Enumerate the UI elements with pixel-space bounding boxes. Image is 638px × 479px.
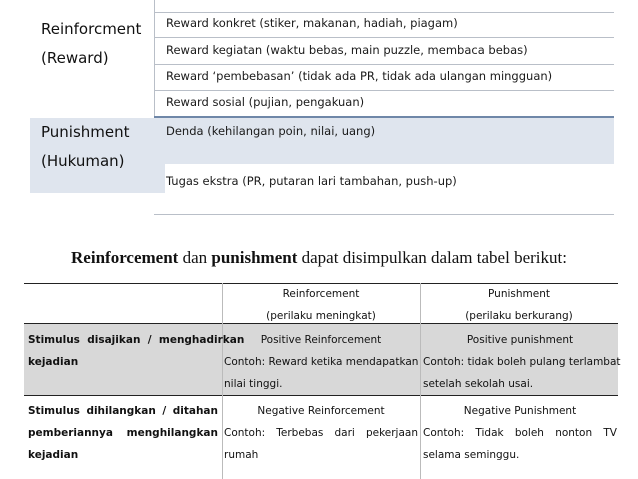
- word: pekerjaan: [365, 427, 418, 439]
- word: Stimulus: [28, 405, 80, 417]
- category-subtitle: (Reward): [41, 49, 109, 67]
- negative-punishment-cell: [423, 400, 617, 466]
- cell-title: Negative Punishment: [463, 405, 577, 417]
- table-rule: [154, 214, 614, 215]
- table-rule: [154, 90, 614, 91]
- word: nonton: [555, 427, 593, 439]
- positive-reinforcement-cell: [224, 329, 418, 395]
- cell-line: [224, 422, 418, 444]
- reinforcement-category: [41, 20, 141, 67]
- table-rule: [24, 395, 618, 396]
- cell-title: Positive Reinforcement: [260, 334, 382, 346]
- word: menghilangkan: [126, 427, 218, 439]
- cell-line: Contoh: Reward ketika mendapatkan: [224, 356, 419, 368]
- caption: [0, 248, 638, 268]
- column-divider: [154, 0, 155, 117]
- header-title: Reinforcement: [282, 288, 360, 300]
- summary-table: [24, 283, 621, 479]
- cell-line: rumah: [224, 449, 259, 461]
- reward-punishment-table: [0, 0, 638, 218]
- word: Terbebas: [276, 427, 324, 439]
- word: Tidak: [475, 427, 504, 439]
- word: boleh: [514, 427, 544, 439]
- list-item: Tugas ekstra (PR, putaran lari tambahan, push-up): [166, 174, 457, 188]
- list-item: Reward ‘pembebasan’ (tidak ada PR, tidak ada ulangan mingguan): [166, 69, 553, 83]
- caption-term-punishment: punishment: [211, 248, 298, 267]
- caption-text: dan: [178, 248, 212, 267]
- category-title: Punishment: [41, 123, 130, 141]
- table-rule: [154, 12, 614, 13]
- category-title: Reinforcment: [41, 20, 142, 38]
- header-subtitle: (perilaku berkurang): [465, 310, 573, 322]
- cell-line: nilai tinggi.: [224, 378, 283, 390]
- cell-line: kejadian: [28, 356, 79, 368]
- category-subtitle: (Hukuman): [41, 152, 125, 170]
- word: Contoh:: [224, 427, 266, 439]
- word: dari: [334, 427, 355, 439]
- caption-text: dapat disimpulkan dalam tabel berikut:: [297, 248, 567, 267]
- cell-line: kejadian: [28, 449, 79, 461]
- word: Contoh:: [423, 427, 465, 439]
- table-rule: [154, 37, 614, 38]
- word: ditahan: [172, 405, 218, 417]
- cell-line: Stimulus disajikan / menghadirkan: [28, 334, 245, 346]
- header-title: Punishment: [488, 288, 550, 300]
- header-reinforcement: [222, 283, 420, 327]
- cell-line: selama seminggu.: [423, 449, 520, 461]
- negative-reinforcement-cell: [224, 400, 418, 466]
- cell-line: [423, 422, 617, 444]
- list-item: Reward sosial (pujian, pengakuan): [166, 95, 365, 109]
- stimulus-presented-cell: [28, 329, 245, 373]
- positive-punishment-cell: [423, 329, 621, 395]
- word: TV: [603, 427, 617, 439]
- cell-title: Negative Reinforcement: [257, 405, 385, 417]
- header-punishment: [420, 283, 618, 327]
- header-subtitle: (perilaku meningkat): [266, 310, 376, 322]
- cell-title: Positive punishment: [466, 334, 574, 346]
- list-item: Reward konkret (stiker, makanan, hadiah, piagam): [166, 16, 458, 30]
- cell-line: [28, 422, 218, 444]
- stimulus-removed-cell: [28, 400, 218, 466]
- cell-line: [28, 400, 218, 422]
- table-rule: [154, 64, 614, 65]
- punishment-category: [30, 118, 165, 193]
- cell-line: setelah sekolah usai.: [423, 378, 534, 390]
- word: dihilangkan: [86, 405, 156, 417]
- caption-term-reinforcement: Reinforcement: [71, 248, 179, 267]
- cell-line: Contoh: tidak boleh pulang terlambat: [423, 356, 621, 368]
- word: /: [162, 405, 167, 417]
- word: pemberiannya: [28, 427, 113, 439]
- list-item: Reward kegiatan (waktu bebas, main puzzle, membaca bebas): [166, 43, 528, 57]
- list-item: Denda (kehilangan poin, nilai, uang): [166, 124, 376, 138]
